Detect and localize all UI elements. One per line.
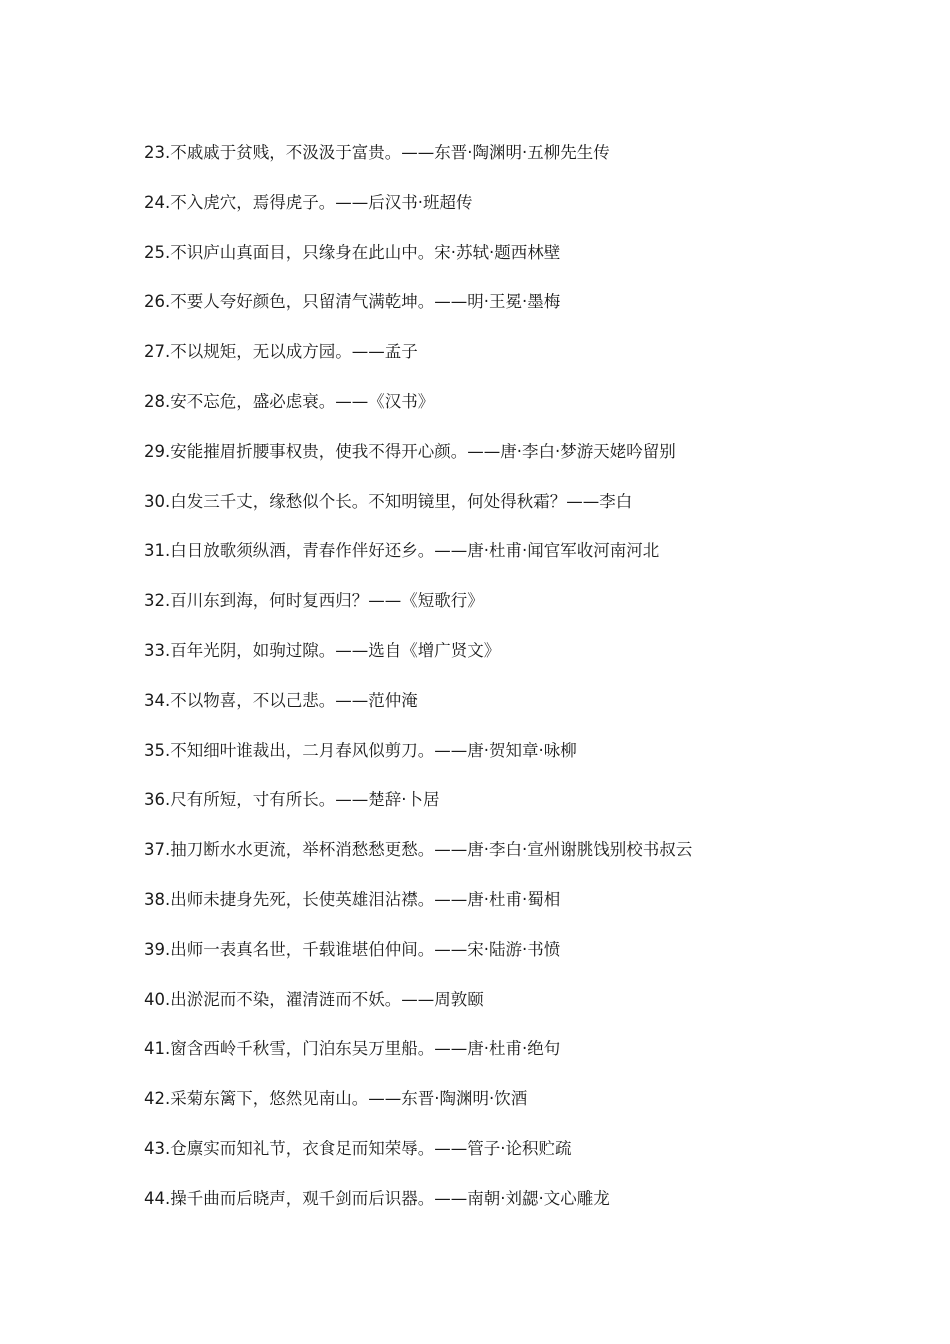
quote-line: 39.出师一表真名世，千载谁堪伯仲间。——宋·陆游·书愤 (144, 939, 561, 959)
quote-line: 37.抽刀断水水更流，举杯消愁愁更愁。——唐·李白·宣州谢朓饯别校书叔云 (144, 840, 693, 860)
quote-line: 40.出淤泥而不染，濯清涟而不妖。——周敦颐 (144, 989, 484, 1009)
quote-line: 30.白发三千丈，缘愁似个长。不知明镜里，何处得秋霜？——李白 (144, 491, 633, 511)
quote-line: 38.出师未捷身先死，长使英雄泪沾襟。——唐·杜甫·蜀相 (144, 889, 561, 909)
quote-line: 31.白日放歌须纵酒，青春作伴好还乡。——唐·杜甫·闻官军收河南河北 (144, 541, 660, 561)
quote-line: 29.安能摧眉折腰事权贵，使我不得开心颜。——唐·李白·梦游天姥吟留别 (144, 441, 676, 461)
quote-line: 44.操千曲而后晓声，观千剑而后识器。——南朝·刘勰·文心雕龙 (144, 1188, 610, 1208)
quote-line: 27.不以规矩，无以成方园。——孟子 (144, 342, 418, 362)
quote-line: 33.百年光阴，如驹过隙。——选自《增广贤文》 (144, 640, 501, 660)
quote-line: 25.不识庐山真面目，只缘身在此山中。宋·苏轼·题西林壁 (144, 242, 561, 262)
quote-line: 23.不戚戚于贫贱，不汲汲于富贵。——东晋·陶渊明·五柳先生传 (144, 143, 610, 162)
quote-list (144, 140, 904, 1236)
quote-line: 35.不知细叶谁裁出，二月春风似剪刀。——唐·贺知章·咏柳 (144, 740, 577, 760)
quote-line: 32.百川东到海，何时复西归？——《短歌行》 (144, 591, 484, 611)
quote-line: 42.采菊东篱下，悠然见南山。——东晋·陶渊明·饮酒 (144, 1089, 528, 1109)
quote-line: 34.不以物喜，不以己悲。——范仲淹 (144, 690, 418, 710)
quote-line: 26.不要人夸好颜色，只留清气满乾坤。——明·王冕·墨梅 (144, 292, 561, 312)
quote-line: 24.不入虎穴，焉得虎子。——后汉书·班超传 (144, 192, 473, 212)
quote-line: 43.仓廪实而知礼节，衣食足而知荣辱。——管子·论积贮疏 (144, 1138, 572, 1158)
quote-line: 28.安不忘危，盛必虑衰。——《汉书》 (144, 391, 435, 411)
quote-line: 41.窗含西岭千秋雪，门泊东吴万里船。——唐·杜甫·绝句 (144, 1039, 561, 1059)
quote-line: 36.尺有所短，寸有所长。——楚辞·卜居 (144, 790, 440, 810)
